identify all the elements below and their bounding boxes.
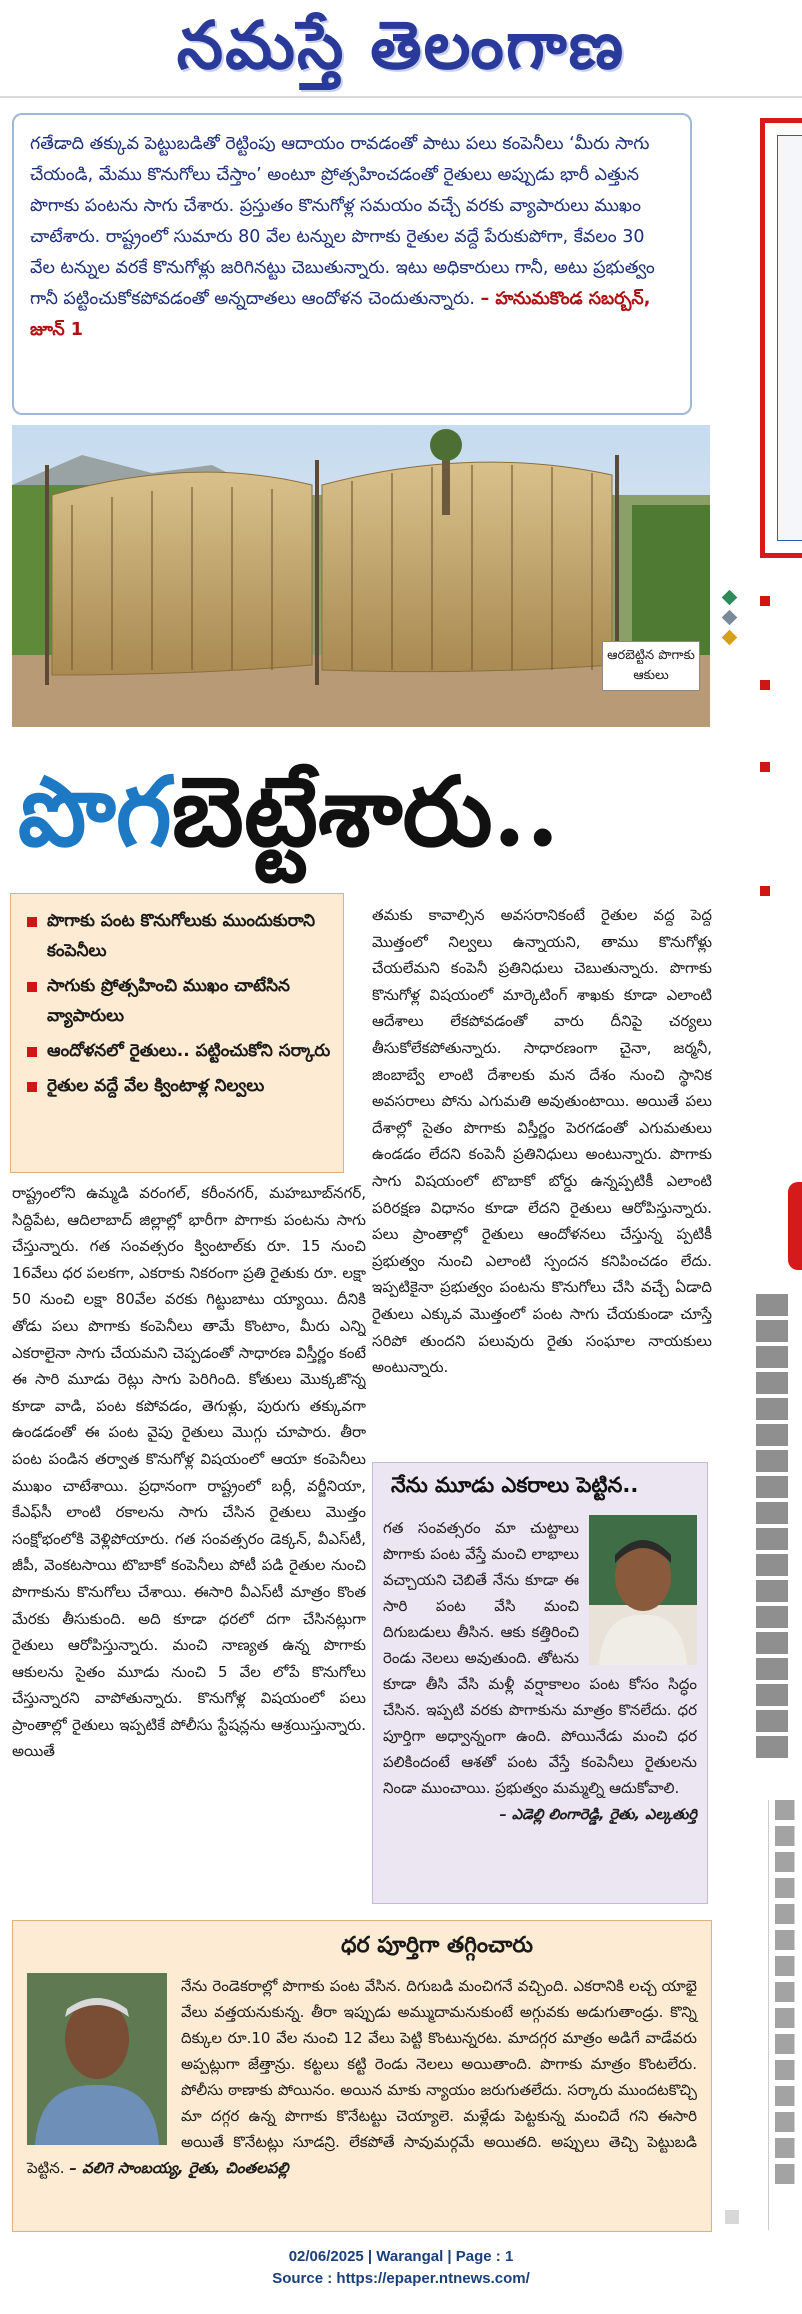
adjacent-text-column-2	[768, 1800, 802, 2230]
farmer-portrait-1	[589, 1515, 697, 1665]
adjacent-bullet-icon	[760, 762, 770, 772]
newspaper-logo-title: నమస్తే తెలంగాణ	[176, 6, 626, 84]
masthead	[0, 0, 802, 95]
intro-paragraph	[30, 129, 674, 346]
highlights-box	[10, 893, 344, 1173]
headline-part1: పొగ	[18, 755, 172, 868]
farmer-portrait-2	[27, 1973, 167, 2145]
intro-dateline: – హనుమకొండ సబర్బన్, జూన్ 1	[30, 289, 651, 340]
green-diamond-icon	[722, 590, 738, 606]
photo-caption: ఆరబెట్టిన పొగాకు ఆకులు	[602, 641, 700, 691]
farmer-quote-box-1	[372, 1462, 708, 1904]
highlights-list	[21, 906, 333, 1101]
quote2-signature: – వలిగె సాంబయ్య, రైతు, చింతలపల్లి	[69, 2159, 289, 2177]
article-column-right: తమకు కావాల్సిన అవసరానికంటే రైతుల వద్ద పెద్ద మొత్తంలో నిల్వలు ఉన్నాయని, తాము కొనుగోళ్లు చేయలేమని కంపెనీ ప్రతినిధులు చెబుతున్నారు. పొగాకు కొనుగోళ్ల విషయంలో మార్కెటింగ్ శాఖకు కూడా ఎలాంటి ఆదేశాలు లేకపోవడంతో వారు దీనిపై చర్యలు తీసుకోలేకపోతున్నారు. సాధారణంగా చైనా, జర్మనీ, జింబాబ్వే లాంటి దేశాలకు మన దేశం నుంచి స్థానిక అవసరాలు పోను ఎగుమతి అవుతుంటాయి. అయితే పలు దేశాల్లో సైతం పొగాకు విస్తీర్ణం పెరగడంతో ఎగుమతులు ఉండడం లేదని కంపెనీ ప్రతినిధులు అంటున్నారు. పొగాకు సాగు విషయంలో టొబాకో బోర్డు ఉన్నప్పటికీ ఎలాంటి పరిరక్షణ విధానం కూడా లేదని రైతులు ఆరోపిస్తున్నారు. పలు ప్రాంతాల్లో రైతులు ఆందోళనలు చేస్తున్న ప్పటికీ ప్రభుత్వం నుంచి ఎలాంటి స్పందన కనిపించడం లేదు. ఇప్పటికైనా ప్రభుత్వం పంటను కొనుగోలు చేసి వచ్చే ఏడాది రైతులు ఎక్కువ మొత్తంలో పంట సాగు చేయకుండా చూస్తే సరిపో తుందని పలువురు రైతు సంఘాల నాయకులు అంటున్నారు.	[372, 906, 712, 1377]
scroll-marker	[725, 2210, 739, 2224]
highlight-item: సాగుకు ప్రోత్సహించి ముఖం చాటేసిన వ్యాపారులు	[21, 971, 333, 1031]
article-column-left: రాష్ట్రంలోని ఉమ్మడి వరంగల్, కరీంనగర్, మహబూబ్‌నగర్, సిద్దిపేట, ఆదిలాబాద్ జిల్లాల్లో భారీగా పొగాకు పంటను సాగు చేస్తున్నారు. గత సంవత్సరం క్వింటాల్‌కు రూ. 15 నుంచి 16వేలు ధర పలకగా, ఎకరాకు నికరంగా ప్రతి రైతుకు రూ. లక్షా 50 నుంచి లక్షా 80వేల వరకు గిట్టుబాటు య్యాయి. దీనికి తోడు పలు పొగాకు కంపెనీలు తామే కొంటాం, మీరు ఎన్ని ఎకరాలైనా సాగు చేయమని చెప్పడంతో సాధారణ విస్తీర్ణం కంటే ఈ సారి మూడు రెట్లు సాగు పెరిగింది. కోతులు మొక్కజొన్న కూడా వాడి, పంట కపోవడం, తెగుళ్లు, పురుగు తక్కువగా ఉండడంతో ఈ పంట వైపు రైతులు మొగ్గు చూపారు. తీరా పంట పండిన తర్వాత కొనుగోళ్ల విషయంలో ఆయా కంపెనీలు ముఖం చాటేశాయి. ప్రధానంగా రాష్ట్రంలో బర్లీ, వర్జీనియా, కేఎఫ్‌సీ లాంటి రకాలను సాగు చేసిన రైతులు మొత్తం సంక్షోభంలోకి వెళ్లిపోయారు. గత సంవత్సరం డెక్కన్, వీఎస్‌టీ, జీపీ, వెంకటసాయి టొబాకో కంపెనీలు పోటీ పడి రైతుల నుంచి పొగాకును కొనుగోలు చేశాయి. ఈసారి వీఎస్‌టీ మాత్రం కొంత మేరకు తీసుకుంది. అది కూడా ధరలో దగా చేసినట్లుగా రైతులు ఆరోపిస్తున్నారు. మంచి నాణ్యత ఉన్న పొగాకు ఆకులను సైతం మూడు నుంచి 5 వేల లోపే కొనుగోలు చేస్తున్నారని వాపోతున్నారు. కొనుగోళ్ల విషయంలో పలు ప్రాంతాల్లో రైతులు ఇప్పటికే పోలీసు స్టేషన్లను ఆశ్రయిస్తున్నారు. అయితే	[12, 1184, 366, 1761]
adjacent-bullet-icon	[760, 596, 770, 606]
headline	[18, 752, 718, 872]
quote1-signature: – ఎడెల్లి లింగారెడ్డి, రైతు, ఎల్కతుర్తి	[499, 1807, 697, 1823]
adjacent-bullet-icon	[760, 680, 770, 690]
intro-text: గతేడాది తక్కువ పెట్టుబడితో రెట్టింపు ఆదాయం రావడంతో పాటు పలు కంపెనీలు ‘మీరు సాగు చేయండి, మేము కొనుగోలు చేస్తాం’ అంటూ ప్రోత్సహించడంతో రైతులు అప్పుడు భారీ ఎత్తున పొగాకు పంటను సాగు చేశారు. ప్రస్తుతం కొనుగోళ్ల సమయం వచ్చే వరకు వ్యాపారులు ముఖం చాటేశారు. రాష్ట్రంలో సుమారు 80 వేల టన్నుల పొగాకు రైతుల వద్దే పేరుకుపోగా, కేవలం 30 వేల టన్నుల వరకే కొనుగోళ్లు జరిగినట్టు చెబుతున్నారు. ఇటు అధికారులు గానీ, అటు ప్రభుత్వం గానీ పట్టించుకోకపోవడంతో అన్నదాతలు ఆందోళన చెందుతున్నారు.	[30, 134, 655, 309]
farmer-quote-box-2	[12, 1920, 712, 2232]
highlight-item: ఆందోళనలో రైతులు.. పట్టించుకోని సర్కారు	[21, 1036, 333, 1066]
headline-part2: బెట్టేశారు..	[171, 755, 560, 868]
highlight-item: పొగాకు పంట కొనుగోలుకు ముందుకురాని కంపెనీలు	[21, 906, 333, 966]
grey-diamond-icon	[722, 610, 738, 626]
adjacent-text-column	[756, 1294, 802, 1764]
quote1-title: నేను మూడు ఎకరాలు పెట్టిన..	[391, 1473, 639, 1497]
quote1-text: గత సంవత్సరం మా చుట్టాలు పొగాకు పంట వేస్తే మంచి లాభాలు వచ్చాయని చెబితే నేను కూడా ఈ సారి పంట వేసి మంచి దిగుబడులు తీసిన. ఆకు కత్తిరించి రెండు నెలలు అవుతుంది. తోటను కూడా తీసి వేసి మళ్లీ వర్షాకాలం పంట కోసం సిద్ధం చేసిన. ఇప్పటి వరకు పొగాకును మాత్రం కొనలేదు. ధర పూర్తిగా అధ్వాన్నంగా ఉంది. పోయినేడు మంచి ధర పలికిందంటే ఆశతో పంట వేస్తే కంపెనీలు రైతులను నిండా ముంచాయి. ప్రభుత్వం మమ్మల్ని ఆదుకోవాలి.	[383, 1519, 697, 1797]
masthead-divider	[0, 96, 802, 98]
footer-source-link[interactable]: Source : https://epaper.ntnews.com/	[272, 2270, 530, 2287]
quote2-text: నేను రెండెకరాల్లో పొగాకు పంట వేసిన. దిగుబడి మంచిగనే వచ్చింది. ఎకరానికి లచ్చ యాభై వేలు వత్తయనుకున్న. తీరా ఇప్పుడు అమ్ముదామనుకుంటే అగ్గువకు అడుగుతాండ్రు. కొన్ని దిక్కుల రూ.10 వేల నుంచి 12 వేలు పెట్టి కొంటున్నరట. మాదగ్గర మాత్రం అడిగే వాడేవరు అప్పట్లుగా జేత్తాన్రు. కట్టలు కట్టి రెండు నెలలు అయితాంది. పొగాకు మాత్రం కొంటలేరు. పోలీసు ఠాణాకు పోయినం. అయిన మాకు న్యాయం జరుగుతలేదు. సర్కారు ముందటకొచ్చి మా దగ్గర ఉన్న పొగాకు కొనేటట్టు చెయ్యాలె. మళ్లేడు పెట్టకున్న మంచిదే గని ఈసారి అయితే కొనేటట్లు సూడన్రి. లేకపోతే సావుమర్గమే అయితది. అప్పులు తెచ్చి పెట్టుబడి పెట్టిన.	[27, 1977, 697, 2177]
page-footer	[0, 2246, 802, 2290]
highlight-item: రైతుల వద్దే వేల క్వింటాళ్ల నిల్వలు	[21, 1071, 333, 1101]
quote2-title: ధర పూర్తిగా తగ్గించారు	[340, 1933, 534, 1958]
adjacent-red-badge	[788, 1182, 802, 1270]
intro-box	[12, 113, 692, 415]
footer-edition-line: 02/06/2025 | Warangal | Page : 1	[288, 2248, 514, 2265]
adjacent-bullet-icon	[760, 886, 770, 896]
tobacco-photo	[12, 425, 710, 727]
yellow-diamond-icon	[722, 630, 738, 646]
adjacent-article-frame	[760, 118, 802, 558]
adjacent-article-strip	[718, 0, 802, 2314]
